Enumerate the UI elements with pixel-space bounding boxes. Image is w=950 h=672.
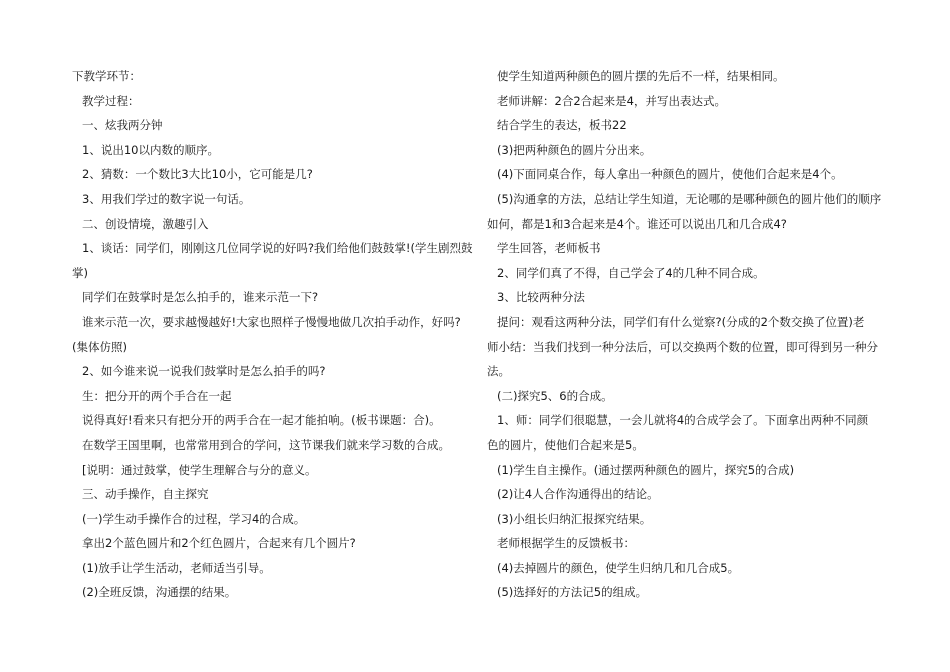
text-line: (3)把两种颜色的圆片分出来。 xyxy=(497,142,652,157)
text-line: (2)全班反馈，沟通摆的结果。 xyxy=(82,585,237,600)
text-line: 2、如今谁来说一说我们鼓掌时是怎么拍手的吗? xyxy=(82,364,326,379)
text-line: 说得真好!看来只有把分开的两手合在一起才能拍响。(板书课题：合)。 xyxy=(82,413,441,428)
text-line: 拿出2个蓝色圆片和2个红色圆片，合起来有几个圆片? xyxy=(82,536,356,551)
text-line: 同学们在鼓掌时是怎么拍手的，谁来示范一下? xyxy=(82,290,319,305)
text-line: [说明：通过鼓掌，使学生理解合与分的意义。 xyxy=(82,462,317,477)
text-line: 老师讲解：2合2合起来是4，并写出表达式。 xyxy=(497,93,726,108)
text-line: 1、谈话：同学们，刚刚这几位同学说的好吗?我们给他们鼓鼓掌!(学生剧烈鼓 xyxy=(82,241,473,256)
text-line: (5)选择好的方法记5的组成。 xyxy=(497,585,648,600)
text-line: 2、同学们真了不得，自己学会了4的几种不同合成。 xyxy=(497,265,765,280)
text-line: 2、猜数：一个数比3大比10小，它可能是几? xyxy=(82,167,313,182)
text-line: 谁来示范一次，要求越慢越好!大家也照样子慢慢地做几次拍手动作，好吗? xyxy=(82,314,461,329)
text-line: 学生回答，老师板书 xyxy=(497,241,601,256)
text-line: 1、说出10以内数的顺序。 xyxy=(82,142,219,157)
text-line: 结合学生的表达，板书22 xyxy=(497,118,627,133)
text-line: (1)放手让学生活动，老师适当引导。 xyxy=(82,560,271,575)
text-line: 法。 xyxy=(487,364,510,379)
text-line: (5)沟通拿的方法，总结让学生知道，无论哪的是哪种颜色的圆片他们的顺序 xyxy=(497,191,882,206)
text-line: (4)去掉圆片的颜色，使学生归纳几和几合成5。 xyxy=(497,560,740,575)
text-line: (集体仿照) xyxy=(72,339,127,354)
text-line: 下教学环节： xyxy=(72,69,141,83)
text-line: 二、创设情境，激趣引入 xyxy=(82,216,209,231)
text-line: 掌) xyxy=(72,265,88,280)
text-line: 如何，都是1和3合起来是4个。谁还可以说出几和几合成4? xyxy=(487,216,787,231)
text-line: 使学生知道两种颜色的圆片摆的先后不一样，结果相同。 xyxy=(497,69,785,83)
text-line: 老师根据学生的反馈板书： xyxy=(497,536,635,551)
text-line: 色的圆片，使他们合起来是5。 xyxy=(487,437,644,452)
text-line: 教学过程： xyxy=(82,93,140,108)
left-text-column xyxy=(72,64,472,605)
text-line: (2)让4人合作沟通得出的结论。 xyxy=(497,487,659,502)
text-line: 1、师：同学们很聪慧，一会儿就将4的合成学会了。下面拿出两种不同颜 xyxy=(497,413,869,428)
text-line: (一)学生动手操作合的过程，学习4的合成。 xyxy=(82,511,306,526)
text-line: 一、炫我两分钟 xyxy=(82,118,163,133)
text-line: (3)小组长归纳汇报探究结果。 xyxy=(497,511,652,526)
text-line: 提问：观看这两种分法，同学们有什么觉察?(分成的2个数交换了位置)老 xyxy=(497,314,865,329)
text-line: 师小结：当我们找到一种分法后，可以交换两个数的位置，即可得到另一种分 xyxy=(487,339,878,354)
text-line: (4)下面同桌合作，每人拿出一种颜色的圆片，使他们合起来是4个。 xyxy=(497,167,843,182)
text-line: (1)学生自主操作。(通过摆两种颜色的圆片，探究5的合成) xyxy=(497,462,795,477)
text-line: 三、动手操作，自主探究 xyxy=(82,487,209,502)
text-line: 3、比较两种分法 xyxy=(497,290,585,305)
text-line: (二)探究5、6的合成。 xyxy=(497,388,613,403)
right-text-column xyxy=(487,64,887,605)
text-line: 在数学王国里啊，也常常用到合的学问，这节课我们就来学习数的合成。 xyxy=(82,437,450,452)
text-line: 3、用我们学过的数字说一句话。 xyxy=(82,191,251,206)
text-line: 生：把分开的两个手合在一起 xyxy=(82,388,232,403)
